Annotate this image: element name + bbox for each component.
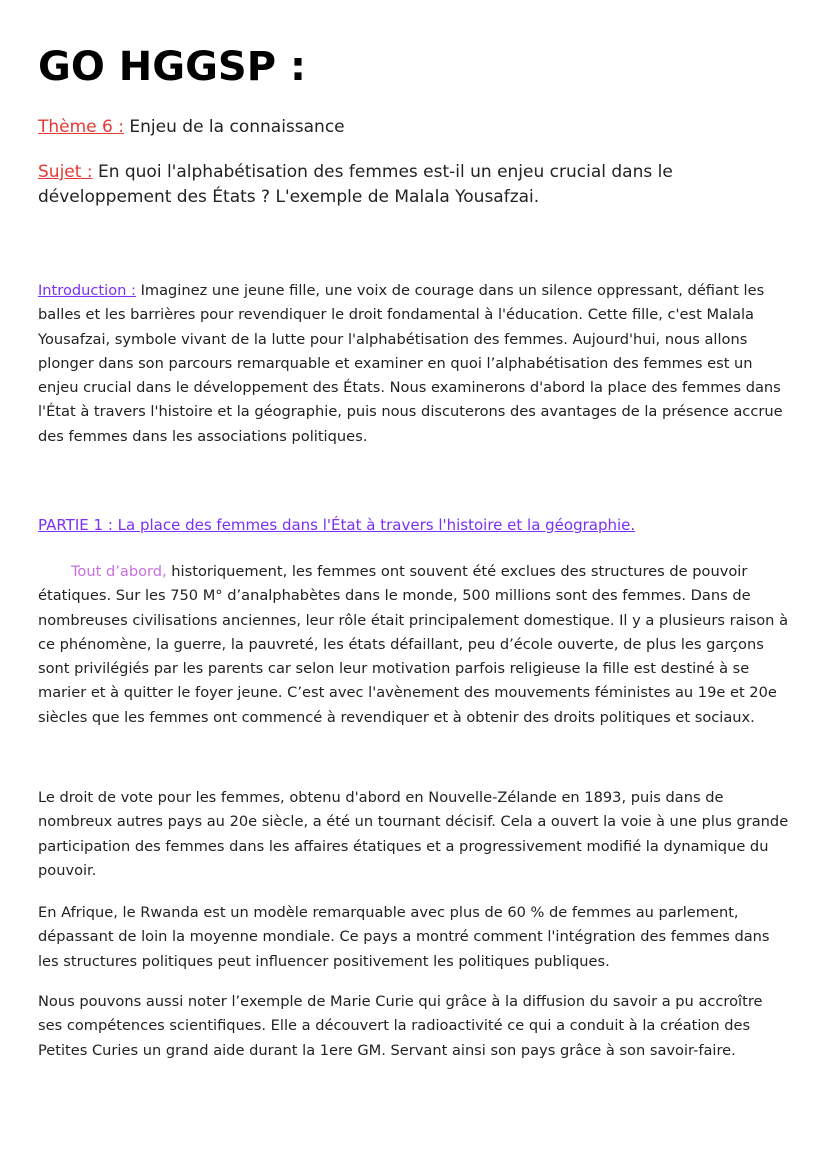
part1-paragraph-1-text: historiquement, les femmes ont souvent été exclues des structures de pouvoir étatiques. Sur les 750 M° d’analphabètes dans le monde, 500 millions sont des femmes. Dans de nombreuses civilisations anciennes, leur rôle était principalement domestique. Il y a plusieurs raison à ce phénomène, la guerre, la pauvreté, les états défaillant, peu d’école ouverte, de plus les garçons sont privilégiés par les parents car selon leur motivation parfois religieuse la fille est destiné à se marier et à quitter le foyer jeune. C’est avec l'avènement des mouvements féministes au 19e et 20e siècles que les femmes ont commencé à revendiquer et à obtenir des droits politiques et sociaux.: [38, 563, 789, 726]
introduction-paragraph: [38, 279, 790, 449]
document-title: GO HGGSP :: [38, 44, 306, 90]
part1-paragraph-4: Nous pouvons aussi noter l’exemple de Marie Curie qui grâce à la diffusion du savoir a pu accroître ses compétences scientifiques. Elle a découvert la radioactivité ce qui a conduit à la création des Petites Curies un grand aide durant la 1ere GM. Servant ainsi son pays grâce à son savoir-faire.: [38, 993, 763, 1059]
part1-paragraph-1: [38, 560, 790, 730]
part1-paragraph-3: En Afrique, le Rwanda est un modèle remarquable avec plus de 60 % de femmes au parlement, dépassant de loin la moyenne mondiale. Ce pays a montré comment l'intégration des femmes dans les structures politiques peut influencer positivement les politiques publiques.: [38, 904, 770, 970]
subject-text: En quoi l'alphabétisation des femmes est-il un enjeu crucial dans le développement des États ? L'exemple de Malala Yousafzai.: [38, 162, 673, 207]
theme-label: Thème 6 :: [38, 117, 124, 137]
introduction-text: Imaginez une jeune fille, une voix de courage dans un silence oppressant, défiant les balles et les barrières pour revendiquer le droit fondamental à l'éducation. Cette fille, c'est Malala Yousafzai, symbole vivant de la lutte pour l'alphabétisation des femmes. Aujourd'hui, nous allons plonger dans son parcours remarquable et examiner en quoi l’alphabétisation des femmes est un enjeu crucial dans le développement des États. Nous examinerons d'abord la place des femmes dans l'État à travers l'histoire et la géographie, puis nous discuterons des avantages de la présence accrue des femmes dans les associations politiques.: [38, 282, 783, 445]
theme-text: Enjeu de la connaissance: [124, 117, 345, 137]
part1-heading: PARTIE 1 : La place des femmes dans l'État à travers l'histoire et la géographie.: [38, 516, 636, 534]
part1-paragraph-2: Le droit de vote pour les femmes, obtenu d'abord en Nouvelle-Zélande en 1893, puis dans de nombreux autres pays au 20e siècle, a été un tournant décisif. Cela a ouvert la voie à une plus grande participation des femmes dans les affaires étatiques et a progressivement modifié la dynamique du pouvoir.: [38, 789, 789, 879]
subject-line: [38, 160, 738, 210]
theme-line: [38, 117, 798, 137]
introduction-label: Introduction :: [38, 282, 136, 299]
subject-label: Sujet :: [38, 162, 93, 182]
part1-lead: Tout d’abord,: [71, 563, 167, 580]
